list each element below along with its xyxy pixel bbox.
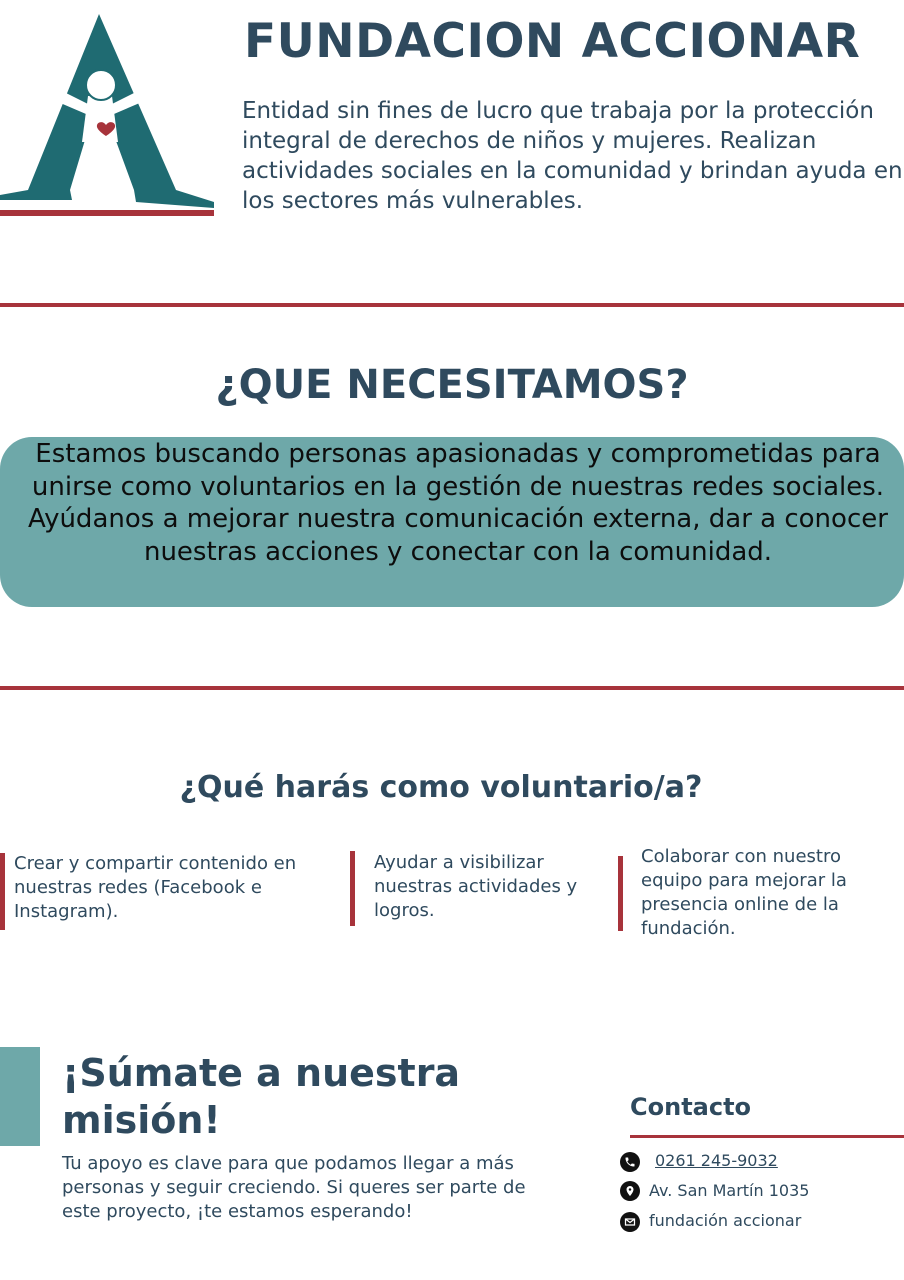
address-text: Av. San Martín 1035 [649,1181,810,1200]
accent-block [0,1047,40,1146]
foundation-description: Entidad sin fines de lucro que trabaja por la protección integral de derechos de niños y mujeres. Realizan actividades sociales en la comunidad y brindan ayuda en los sectores más vulnerables. [242,98,903,214]
social-text: fundación accionar [649,1211,802,1230]
task-accent-bar [0,853,5,930]
join-heading: ¡Súmate a nuestra misión! [62,1051,461,1142]
mail-icon [620,1212,640,1232]
contact-heading: Contacto [630,1093,752,1121]
section-divider [0,303,904,307]
task-item: Colaborar con nuestro equipo para mejorar la presencia online de la fundación. [641,846,847,939]
task-item: Crear y compartir contenido en nuestras redes (Facebook e Instagram). [14,853,297,922]
page-title: FUNDACION ACCIONAR [244,14,861,69]
phone-icon [620,1152,640,1172]
contact-divider [630,1135,904,1138]
task-accent-bar [350,851,355,926]
tasks-heading: ¿Qué harás como voluntario/a? [179,770,703,805]
needs-text: Estamos buscando personas apasionadas y comprometidas para unirse como voluntarios en la gestión de nuestras redes sociales. Ayúdanos a mejorar nuestra comunicación externa, dar a conocer nuestras acciones y conectar con la comunidad. [28,439,888,567]
section-divider [0,686,904,690]
needs-heading: ¿QUE NECESITAMOS? [215,362,689,408]
task-item: Ayudar a visibilizar nuestras actividades y logros. [374,852,578,921]
phone-link[interactable]: 0261 245-9032 [655,1151,778,1170]
foundation-logo [0,12,218,222]
location-pin-icon [620,1181,640,1201]
task-accent-bar [618,856,623,931]
join-text: Tu apoyo es clave para que podamos llegar a más personas y seguir creciendo. Si queres ser parte de este proyecto, ¡te estamos esperando! [62,1153,526,1222]
